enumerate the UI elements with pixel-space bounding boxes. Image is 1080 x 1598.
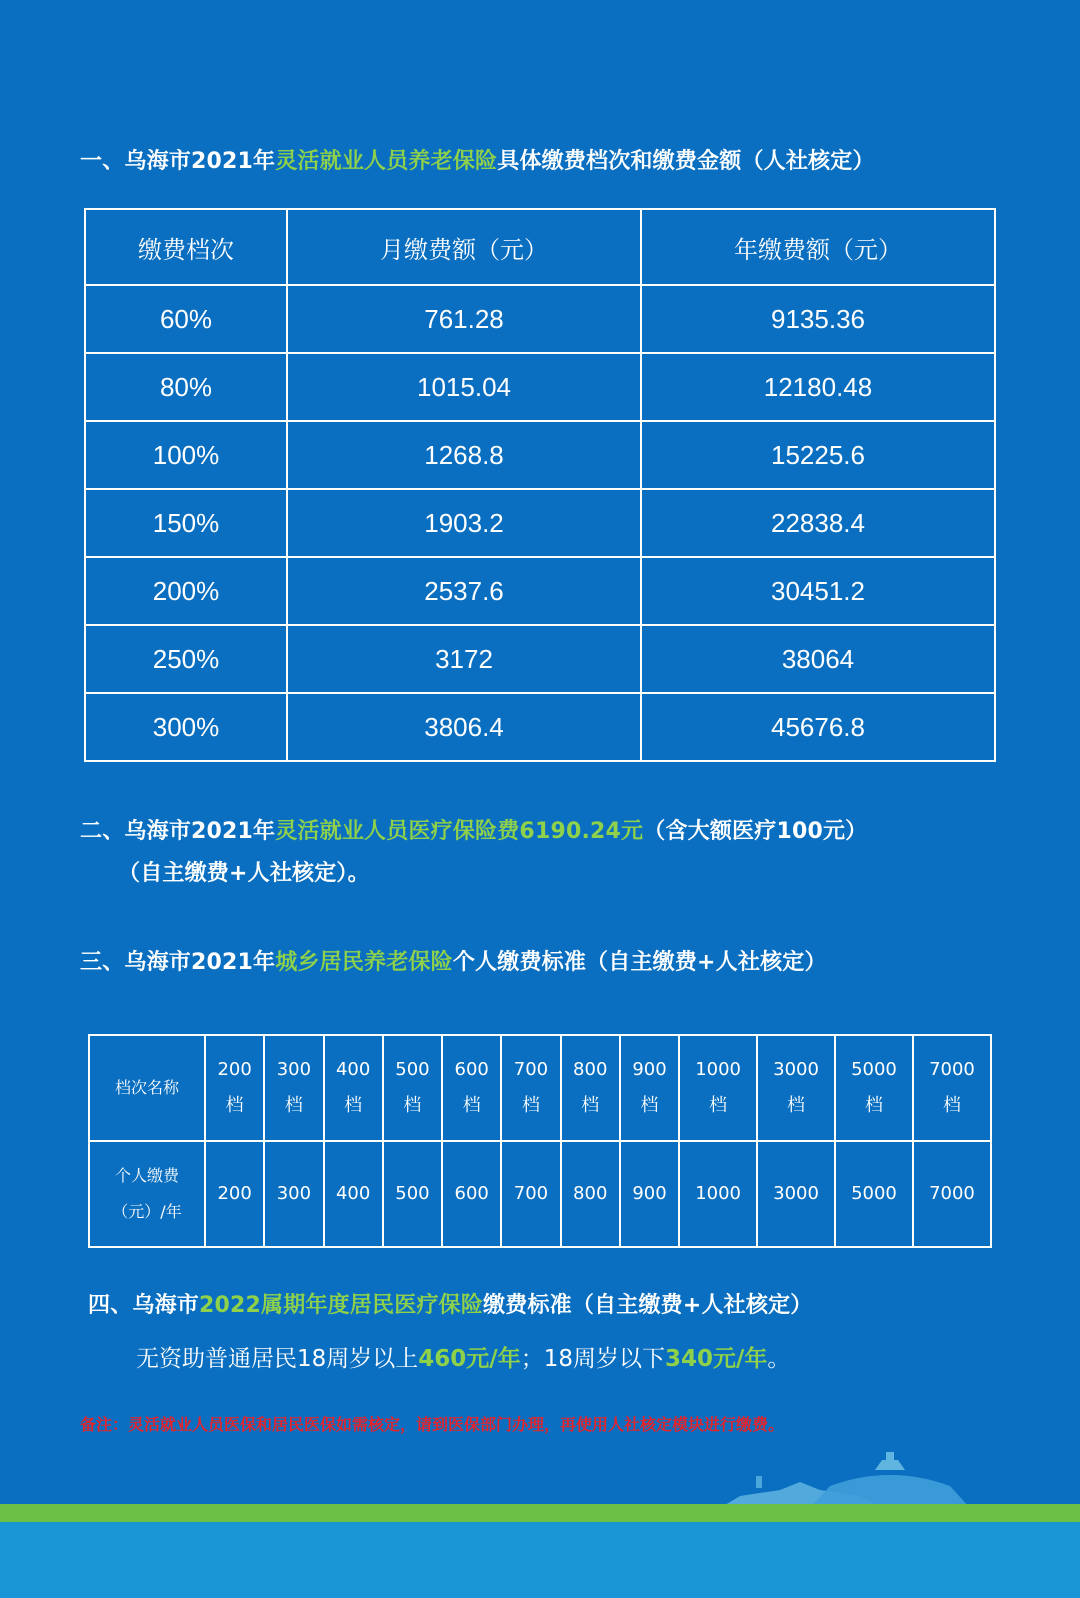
fee-cell: 500	[383, 1141, 442, 1247]
section2-suffix: （含大额医疗100元）	[643, 819, 868, 844]
tier-num: 700	[513, 1059, 549, 1080]
pension-contribution-table	[84, 208, 996, 762]
tier-unit: 档	[225, 1095, 244, 1116]
tier-unit: 档	[787, 1095, 806, 1116]
tier-unit: 档	[521, 1095, 540, 1116]
body-text-a: 无资助普通居民18周岁以上	[136, 1346, 419, 1372]
header-yearly: 年缴费额（元）	[641, 209, 995, 285]
section3-highlight: 城乡居民养老保险	[275, 950, 453, 975]
tier-cell	[679, 1035, 757, 1141]
tier-num: 600	[454, 1059, 489, 1080]
fee-cell: 200	[205, 1141, 264, 1247]
header-monthly: 月缴费额（元）	[287, 209, 641, 285]
table-row	[85, 557, 995, 625]
tier-num: 300	[276, 1059, 312, 1080]
tier-unit: 档	[581, 1095, 600, 1116]
section4-heading	[88, 1288, 812, 1319]
section2-line2: （自主缴费+人社核定）。	[118, 861, 370, 886]
fee-cell: 800	[561, 1141, 620, 1247]
fee-cell: 5000	[835, 1141, 913, 1247]
cell-yearly: 45676.8	[641, 693, 995, 761]
tier-unit: 档	[344, 1095, 363, 1116]
tier-cell	[620, 1035, 679, 1141]
tier-num: 3000	[773, 1059, 819, 1080]
table-header-row	[85, 209, 995, 285]
tier-unit: 档	[462, 1095, 481, 1116]
fee-cell: 3000	[757, 1141, 835, 1247]
table-row	[85, 421, 995, 489]
section4-body	[136, 1340, 790, 1373]
header-tier: 缴费档次	[85, 209, 287, 285]
tier-cell	[835, 1035, 913, 1141]
table-row	[85, 693, 995, 761]
cell-tier: 100%	[85, 421, 287, 489]
table-row-tier-names	[89, 1035, 991, 1141]
cell-yearly: 9135.36	[641, 285, 995, 353]
section2-heading	[80, 814, 867, 845]
cell-yearly: 12180.48	[641, 353, 995, 421]
fee-cell: 7000	[913, 1141, 991, 1247]
tier-cell	[442, 1035, 501, 1141]
section2-prefix: 二、乌海市2021年	[80, 819, 276, 844]
tier-num: 7000	[929, 1059, 975, 1080]
cell-yearly: 22838.4	[641, 489, 995, 557]
tier-cell	[324, 1035, 383, 1141]
tier-cell	[205, 1035, 264, 1141]
cell-monthly: 1015.04	[287, 353, 641, 421]
fee-cell: 900	[620, 1141, 679, 1247]
tier-cell	[501, 1035, 560, 1141]
tier-num: 200	[217, 1059, 252, 1080]
cell-tier: 200%	[85, 557, 287, 625]
cell-monthly: 3172	[287, 625, 641, 693]
section1-highlight: 灵活就业人员养老保险	[275, 149, 498, 174]
tier-cell	[757, 1035, 835, 1141]
section1-heading	[80, 144, 875, 175]
row-label-personal-fee	[89, 1141, 205, 1247]
table-row	[85, 353, 995, 421]
cell-monthly: 1903.2	[287, 489, 641, 557]
skyline-illustration-icon	[720, 1446, 1020, 1508]
section3-suffix: 个人缴费标准（自主缴费+人社核定）	[452, 950, 827, 975]
cell-tier: 80%	[85, 353, 287, 421]
resident-pension-table	[88, 1034, 992, 1248]
fee-cell: 1000	[679, 1141, 757, 1247]
footnote: 备注：灵活就业人员医保和居民医保如需核定，请到医保部门办理，再使用人社核定模块进行缴费。	[80, 1415, 785, 1434]
tier-num: 800	[573, 1059, 608, 1080]
tier-unit: 档	[640, 1095, 659, 1116]
table-row	[85, 625, 995, 693]
body-text-e: 。	[767, 1346, 791, 1372]
table-row	[85, 285, 995, 353]
cell-monthly: 3806.4	[287, 693, 641, 761]
fee-cell: 400	[324, 1141, 383, 1247]
tier-unit: 档	[284, 1095, 303, 1116]
tier-unit: 档	[864, 1095, 883, 1116]
section1-prefix: 一、乌海市2021年	[80, 149, 276, 174]
tier-cell	[264, 1035, 323, 1141]
cell-tier: 250%	[85, 625, 287, 693]
tier-num: 500	[395, 1059, 430, 1080]
table-row	[85, 489, 995, 557]
ground-stripe-green	[0, 1504, 1080, 1522]
minor-fee: 340元/年	[664, 1346, 768, 1372]
cell-yearly: 38064	[641, 625, 995, 693]
cell-tier: 300%	[85, 693, 287, 761]
table-row-personal-fee	[89, 1141, 991, 1247]
body-text-c: ；18周岁以下	[520, 1346, 665, 1372]
section2-highlight: 灵活就业人员医疗保险费6190.24元	[275, 819, 644, 844]
fee-cell: 300	[264, 1141, 323, 1247]
fee-label-line1: 个人缴费	[114, 1166, 179, 1185]
tier-cell	[561, 1035, 620, 1141]
section4-highlight: 2022属期年度居民医疗保险	[199, 1293, 484, 1318]
tier-cell	[383, 1035, 442, 1141]
tier-num: 400	[335, 1059, 371, 1080]
section4-prefix: 四、乌海市	[88, 1293, 200, 1318]
row-label-tier-name: 档次名称	[89, 1035, 205, 1141]
tier-unit: 档	[709, 1095, 728, 1116]
cell-tier: 150%	[85, 489, 287, 557]
fee-cell: 600	[442, 1141, 501, 1247]
section4-suffix: 缴费标准（自主缴费+人社核定）	[483, 1293, 813, 1318]
cell-yearly: 30451.2	[641, 557, 995, 625]
tier-unit: 档	[403, 1095, 422, 1116]
tier-cell	[913, 1035, 991, 1141]
cell-monthly: 1268.8	[287, 421, 641, 489]
tier-num: 5000	[851, 1059, 897, 1080]
section3-heading	[80, 945, 827, 976]
ground-stripe-blue	[0, 1522, 1080, 1598]
section3-prefix: 三、乌海市2021年	[80, 950, 276, 975]
tier-num: 900	[632, 1059, 667, 1080]
section1-suffix: 具体缴费档次和缴费金额（人社核定）	[497, 149, 875, 174]
cell-monthly: 761.28	[287, 285, 641, 353]
adult-fee: 460元/年	[418, 1346, 521, 1372]
tier-num: 1000	[695, 1059, 741, 1080]
cell-yearly: 15225.6	[641, 421, 995, 489]
cell-monthly: 2537.6	[287, 557, 641, 625]
fee-cell: 700	[501, 1141, 560, 1247]
cell-tier: 60%	[85, 285, 287, 353]
fee-label-line2: （元）/年	[112, 1202, 182, 1221]
tier-unit: 档	[942, 1095, 961, 1116]
